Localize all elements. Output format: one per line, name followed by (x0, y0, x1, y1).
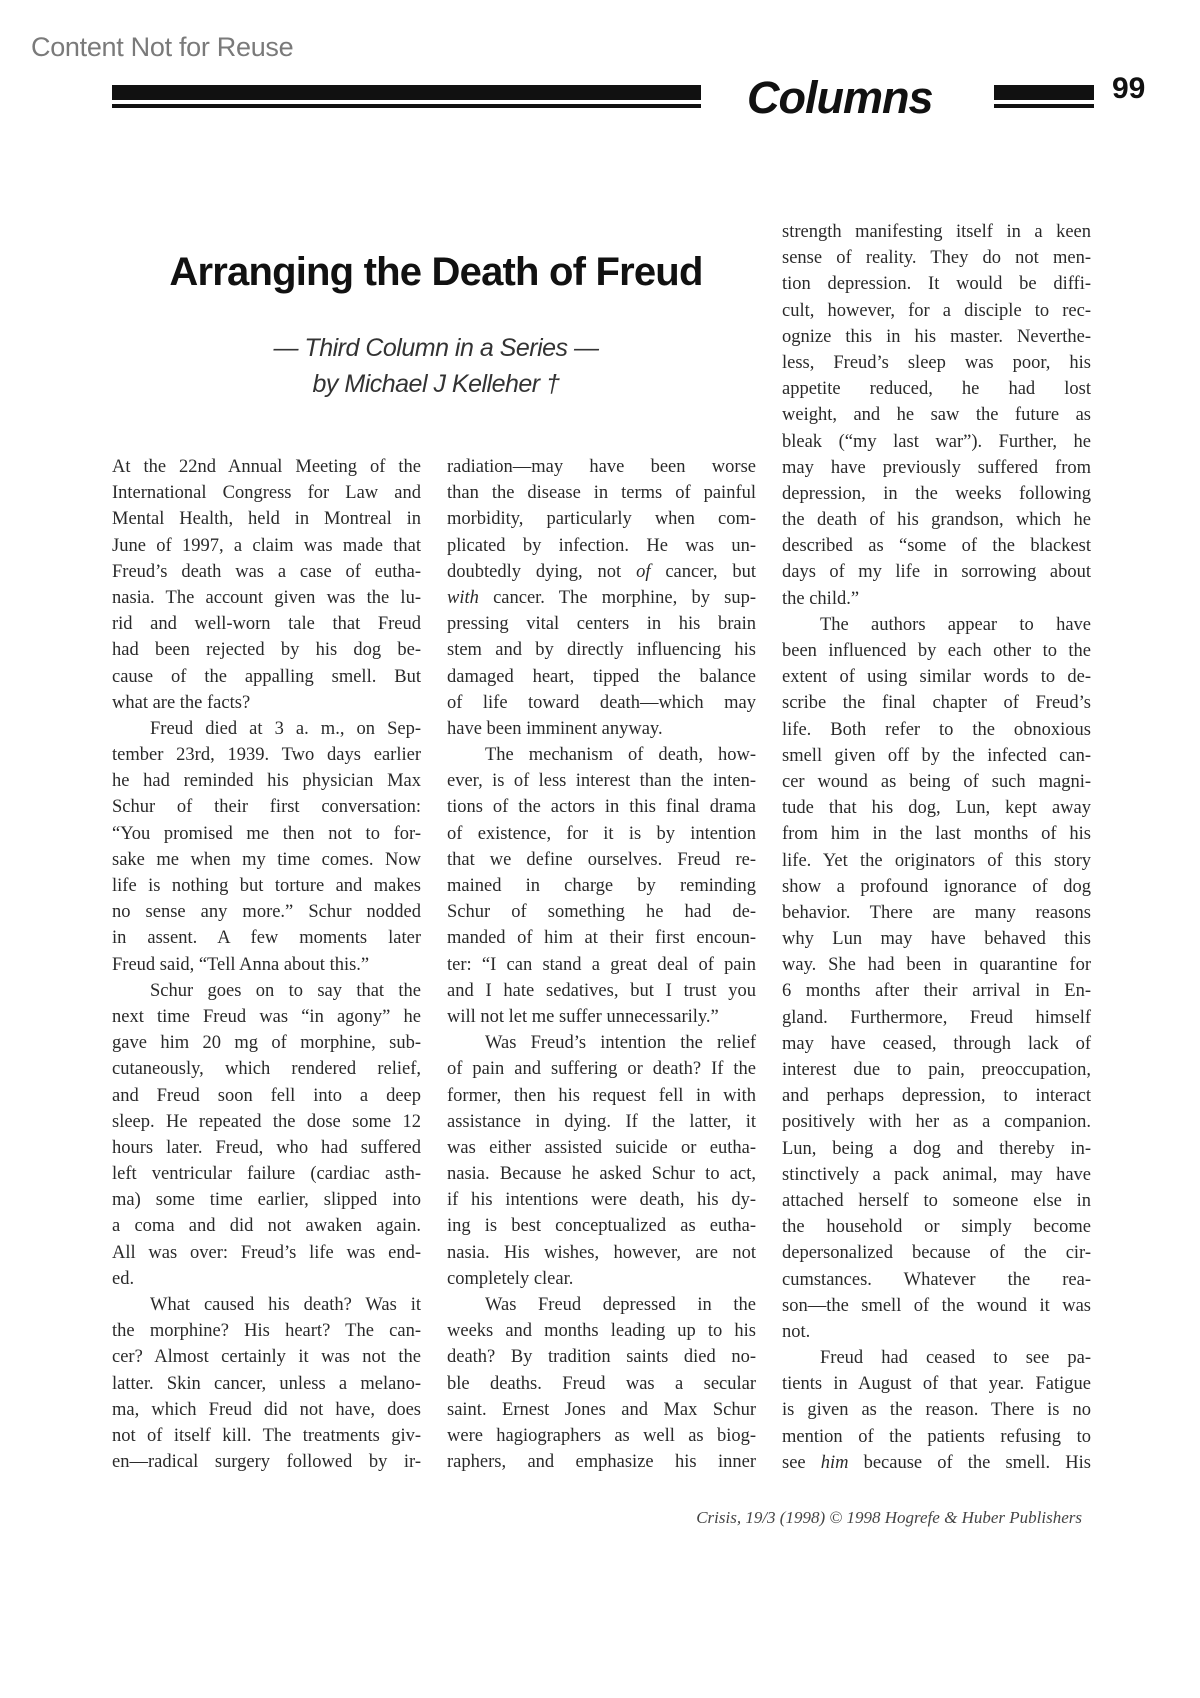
text-line: of life toward death—which may (447, 692, 756, 713)
text-line: tude that his dog, Lun, kept away (782, 798, 1091, 819)
text-line: strength manifesting itself in a keen (782, 222, 1091, 242)
text-line: Mental Health, held in Montreal in (112, 509, 421, 530)
paragraph (782, 612, 1091, 1345)
text-line: smell given off by the infected can- (782, 745, 1091, 766)
text-line: will not let me suffer unnecessarily.” (447, 1006, 719, 1027)
paragraph (782, 219, 1091, 612)
text-line: life. Both refer to the obnoxious (782, 719, 1091, 740)
emphasis: of (636, 561, 651, 582)
column-2 (447, 454, 756, 1475)
paragraph (447, 454, 756, 742)
text-line: raphers, and emphasize his inner (447, 1452, 756, 1473)
text-line: not of itself kill. The treatments giv- (112, 1425, 421, 1446)
text-line: the morphine? His heart? The can- (112, 1321, 421, 1342)
text-line: Was Freud depressed in the (485, 1295, 756, 1315)
text-line: a coma and did not awaken again. (112, 1216, 421, 1237)
paragraph (112, 978, 421, 1292)
text-line: cumstances. Whatever the rea- (782, 1269, 1091, 1290)
text-line: Schur goes on to say that the (150, 980, 421, 1001)
text-line: saint. Ernest Jones and Max Schur (447, 1399, 756, 1420)
text-line: The mechanism of death, how- (485, 745, 756, 766)
paragraph (112, 1292, 421, 1475)
text-line: was either assisted suicide or eutha- (447, 1137, 756, 1158)
paragraph (447, 1030, 756, 1292)
text-line: Schur of something he had de- (447, 902, 756, 923)
text-line: International Congress for Law and (112, 483, 421, 504)
text-line: he had reminded his physician Max (112, 771, 421, 792)
text-line: gland. Furthermore, Freud himself (782, 1007, 1091, 1028)
text-line: sense of reality. They do not men- (782, 248, 1091, 269)
text-line: latter. Skin cancer, unless a melano- (112, 1373, 421, 1394)
header-rule-left-thin (112, 104, 701, 108)
text-line: 6 months after their arrival in En- (782, 981, 1091, 1002)
text-line: damaged heart, tipped the balance (447, 666, 756, 687)
text-line: described as “some of the blackest (782, 536, 1091, 557)
text-line: scribe the final chapter of Freud’s (782, 693, 1091, 714)
text-line: in assent. A few moments later (112, 928, 421, 949)
text-line: bleak (“my last war”). Further, he (782, 431, 1091, 452)
paragraph (447, 1292, 756, 1475)
page-number: 99 (1112, 72, 1146, 105)
text-line: stem and by directly influencing his (447, 640, 756, 661)
text-line: sake me when my time comes. Now (112, 849, 421, 870)
text-line: next time Freud was “in agony” he (112, 1006, 421, 1027)
citation-footer: Crisis, 19/3 (1998) © 1998 Hogrefe & Huber Publishers (696, 1508, 1082, 1527)
text-line: depersonalized because of the cir- (782, 1243, 1091, 1264)
text-line: ever, is of less interest than the inten- (447, 771, 756, 792)
text-line: were hagiographers as well as biog- (447, 1425, 756, 1446)
text-line: former, then his request fell in with (447, 1085, 756, 1106)
text-line: tember 23rd, 1939. Two days earlier (112, 745, 421, 766)
text-line: mained in charge by reminding (447, 876, 756, 896)
text-line: and perhaps depression, to interact (782, 1086, 1091, 1107)
text-line: the child.” (782, 588, 860, 609)
paragraph (112, 716, 421, 978)
text-line: manded of him at their first encoun- (447, 928, 756, 949)
text-line: with cancer. The morphine, by sup- (447, 587, 756, 608)
text-line: if his intentions were death, his dy- (447, 1190, 756, 1211)
text-line: doubtedly dying, not of cancer, but (447, 561, 757, 582)
text-line: way. She had been in quarantine for (782, 955, 1091, 976)
text-line: assistance in dying. If the latter, it (447, 1111, 756, 1132)
text-line: Schur of their first conversation: (112, 797, 421, 818)
text-line: cer? Almost certainly it was not the (112, 1347, 421, 1368)
text-line: been influenced by each other to the (782, 641, 1091, 661)
text-line: ma, which Freud did not have, does (112, 1399, 421, 1420)
text-line: stinctively a pack animal, may have (782, 1164, 1091, 1185)
text-line: positively with her as a companion. (782, 1112, 1091, 1133)
text-line: en—radical surgery followed by ir- (112, 1452, 421, 1473)
text-line: tions of the actors in this final drama (447, 797, 756, 818)
text-line: weight, and he saw the future as (782, 405, 1091, 426)
text-line: radiation—may have been worse (447, 457, 756, 477)
text-line: cutaneously, which rendered relief, (112, 1059, 421, 1080)
text-line: ed. (112, 1268, 135, 1289)
text-line: Freud said, “Tell Anna about this.” (112, 954, 370, 975)
text-line: life is nothing but torture and makes (112, 876, 421, 896)
text-line: and I hate sedatives, but I trust you (447, 980, 756, 1001)
text-line: death? By tradition saints died no- (447, 1347, 756, 1368)
text-line: attached herself to someone else in (782, 1190, 1091, 1211)
text-line: behavior. There are many reasons (782, 902, 1091, 923)
text-line: tients in August of that year. Fatigue (782, 1374, 1091, 1395)
text-line: may have previously suffered from (782, 457, 1091, 478)
text-line: Lun, being a dog and thereby in- (782, 1138, 1091, 1159)
text-line: is given as the reason. There is no (782, 1400, 1091, 1421)
text-line: no sense any more.” Schur nodded (112, 902, 421, 923)
text-line: interest due to pain, preoccupation, (782, 1060, 1091, 1080)
text-line: ognize this in his master. Neverthe- (782, 326, 1091, 347)
text-line: depression, in the weeks following (782, 483, 1091, 504)
text-line: ma) some time earlier, slipped into (112, 1190, 421, 1211)
text-line: and Freud soon fell into a deep (112, 1085, 421, 1106)
article-subtitle: — Third Column in a Series — (273, 334, 599, 362)
text-line: nasia. His wishes, however, are not (447, 1242, 756, 1263)
section-heading: Columns (747, 72, 933, 123)
text-line: that we define ourselves. Freud re- (447, 849, 756, 870)
text-line: At the 22nd Annual Meeting of the (112, 457, 421, 477)
text-line: “You promised me then not to for- (112, 823, 421, 844)
text-line: show a profound ignorance of dog (782, 876, 1091, 897)
text-line: cult, however, for a disciple to rec- (782, 300, 1091, 321)
text-line: morbidity, particularly when com- (447, 509, 756, 530)
text-line: left ventricular failure (cardiac asth- (112, 1164, 421, 1185)
text-line: nasia. The account given was the lu- (112, 587, 421, 608)
text-line: rid and well-worn tale that Freud (112, 614, 421, 635)
paragraph (782, 1345, 1091, 1476)
text-line: pressing vital centers in his brain (447, 614, 756, 635)
text-line: the household or simply become (782, 1217, 1091, 1238)
header-rule-left-thick (112, 85, 701, 100)
text-line: may have ceased, through lack of (782, 1033, 1091, 1054)
text-line: what are the facts? (112, 692, 251, 713)
text-line: than the disease in terms of painful (447, 483, 756, 504)
column-1 (112, 454, 421, 1475)
text-line: What caused his death? Was it (150, 1295, 421, 1315)
text-line: tion depression. It would be diffi- (782, 274, 1091, 295)
text-line: The authors appear to have (820, 614, 1091, 635)
text-line: why Lun may have behaved this (782, 929, 1091, 950)
text-line: sleep. He repeated the dose some 12 (112, 1111, 421, 1132)
text-line: appetite reduced, he had lost (782, 379, 1091, 400)
text-line: of existence, for it is by intention (447, 823, 756, 844)
text-line: mention of the patients refusing to (782, 1426, 1091, 1447)
text-line: not. (782, 1321, 811, 1342)
text-line: life. Yet the originators of this story (782, 850, 1091, 871)
text-line: son—the smell of the wound it was (782, 1295, 1091, 1316)
text-line: Freud had ceased to see pa- (820, 1348, 1091, 1369)
text-line: Freud’s death was a case of eutha- (112, 561, 421, 582)
column-3 (782, 219, 1091, 1476)
text-line: cer wound as being of such magni- (782, 771, 1091, 792)
header-rule-right-thin (994, 104, 1094, 108)
text-line: completely clear. (447, 1268, 574, 1289)
text-line: June of 1997, a claim was made that (112, 535, 421, 556)
text-line: from him in the last months of his (782, 824, 1091, 845)
text-line: Freud died at 3 a. m., on Sep- (150, 718, 421, 739)
text-line: weeks and months leading up to his (447, 1321, 756, 1342)
paragraph (112, 454, 421, 716)
text-line: less, Freud’s sleep was poor, his (782, 352, 1091, 373)
text-line: nasia. Because he asked Schur to act, (447, 1164, 756, 1185)
text-line: ter: “I can stand a great deal of pain (447, 954, 756, 975)
article-title: Arranging the Death of Freud (169, 250, 703, 294)
text-line: have been imminent anyway. (447, 718, 663, 739)
text-line: cause of the appalling smell. But (112, 666, 421, 687)
watermark-text: Content Not for Reuse (31, 32, 294, 62)
emphasis: with (447, 587, 479, 608)
text-line: days of my life in sorrowing about (782, 562, 1091, 583)
text-line: gave him 20 mg of morphine, sub- (112, 1033, 421, 1054)
text-line: All was over: Freud’s life was end- (112, 1242, 421, 1263)
header-rule-right-thick (994, 85, 1094, 100)
text-line: had been rejected by his dog be- (112, 640, 421, 661)
text-line: ble deaths. Freud was a secular (447, 1373, 756, 1394)
article-byline: by Michael J Kelleher † (312, 370, 560, 398)
paragraph (447, 742, 756, 1030)
text-line: see him because of the smell. His (782, 1452, 1091, 1473)
emphasis: him (820, 1452, 849, 1473)
text-line: hours later. Freud, who had suffered (112, 1137, 421, 1158)
text-line: plicated by infection. He was un- (447, 535, 756, 556)
text-line: ing is best conceptualized as eutha- (447, 1216, 756, 1237)
text-line: of pain and suffering or death? If the (447, 1059, 756, 1080)
text-line: the death of his grandson, which he (782, 510, 1091, 531)
text-line: Was Freud’s intention the relief (485, 1033, 756, 1054)
text-line: extent of using similar words to de- (782, 667, 1091, 688)
